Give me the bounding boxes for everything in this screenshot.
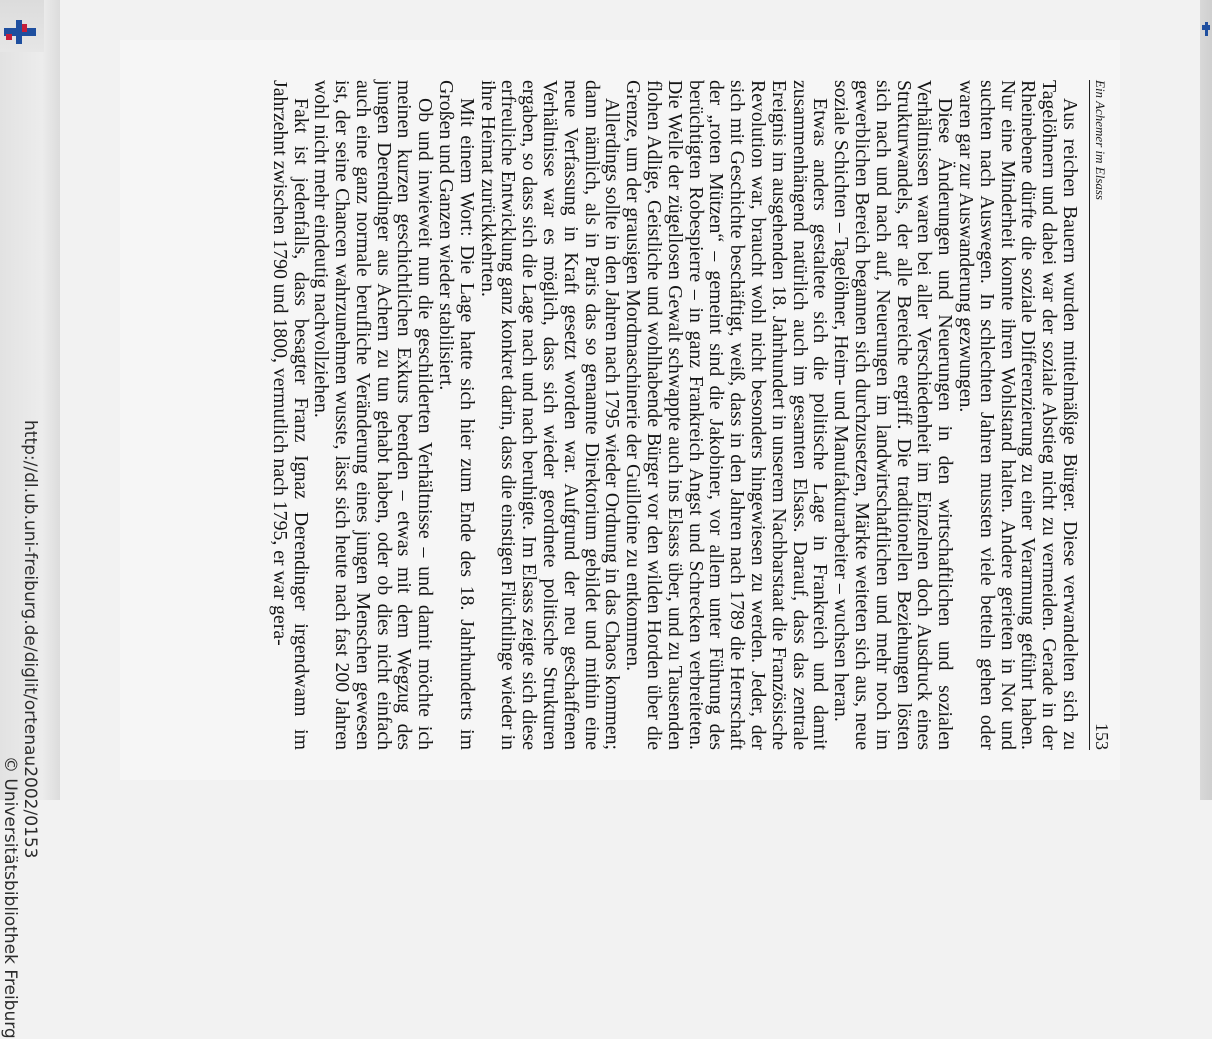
- page-content-rotated: [120, 40, 1120, 780]
- body-text: [269, 80, 1080, 750]
- source-url[interactable]: http://dl.ub.uni-freiburg.de/diglit/ortenau2002/0153: [20, 420, 40, 859]
- copyright-notice: © Universitätsbibliothek Freiburg: [0, 756, 20, 1039]
- paragraph: Fakt ist jedenfalls, dass besagter Franz Ignaz Derendinger irgendwann im Jahrzehnt zwischen 1790 und 1800, vermutlich nach 1795, er war gera-: [268, 80, 312, 750]
- library-logo-box: [0, 0, 44, 52]
- viewer-right-strip: [1200, 0, 1212, 800]
- viewer-left-strip: [0, 0, 60, 1039]
- paragraph: Mit einem Wort: Die Lage hatte sich hier zum Ende des 18. Jahrhunderts im Großen und Ganzen wieder stabilisiert.: [435, 80, 478, 750]
- paragraph: Allerdings sollte in den Jahren nach 1795 wieder Ordnung in das Chaos kommen; dann nämlich, als in Paris das so genannte Direktorium gebildet und mithin eine neue Verfassung in Kraft gesetzt worden war. Aufgrund der neu geschaffenen Verhältnisse war es möglich, dass sich wieder geordnete politische Strukturen ergaben, so dass sich die Lage nach und nach beruhigte. Im Elsass zeigte sich diese erfreuliche Entwicklung ganz konkret darin, dass die einstigen Flüchtlinge wieder in ihre Heimat zurückkehrten.: [476, 80, 624, 750]
- library-logo-icon-right: [1202, 22, 1210, 36]
- paragraph: Aus reichen Bauern wurden mittelmäßige Bürger. Diese verwandelten sich zu Tagelöhnern und dabei war der soziale Abstieg nicht zu vermeiden. Gerade in der Rheinebene dürfte die soziale Differenzierung zu einer Verarmung geführt haben. Nur eine Minderheit konnte ihren Wohlstand halten. Andere gerieten in Not und suchten nach Auswegen. In schlechten Jahren mussten viele betteln gehen oder waren gar zur Auswanderung gezwungen.: [955, 80, 1081, 750]
- paragraph: Ob und inwieweit nun die geschilderten Verhältnisse – und damit möchte ich meinen kurzen geschichtlichen Exkurs beenden – etwas mit dem Wegzug des jungen Derendinger aus Achern zu tun gehabt haben, oder ob dies nicht einfach auch eine ganz normale berufliche Veränderung eines jungen Menschen gewesen ist, der seine Chancen wahrzunehmen wusste, lässt sich heute nach fast 200 Jahren wohl nicht mehr eindeutig nachvollziehen.: [310, 80, 437, 750]
- library-logo-icon: [4, 20, 36, 44]
- paragraph: Etwas anders gestaltete sich die politische Lage in Frankreich und damit zusammenhängend natürlich auch im gesamten Elsass. Darauf, dass das zentrale Ereignis im ausgehenden 18. Jahrhundert in unserem Nachbarstaat die Französische Revolution war, braucht wohl nicht besonders hingewiesen zu werden. Jeder, der sich mit Geschichte beschäftigt, weiß, dass in den Jahren nach 1789 die Herrschaft der „roten Mützen“ – gemeint sind die Jakobiner, vor allem unter Führung des berüchtigten Robespierre – in ganz Frankreich Angst und Schrecken verbreiteten. Die Welle der zügellosen Gewalt schwappte auch ins Elsass über, und zu Tausenden flohen Adlige, Geistliche und wohlhabende Bürger vor den wilden Horden über die Grenze, um der grausigen Mordmaschinerie der Guillotine zu entkommen.: [622, 80, 832, 750]
- paragraph: Diese Änderungen und Neuerungen in den wirtschaftlichen und sozialen Verhältnissen waren bei aller Verschiedenheit im Einzelnen doch Ausdruck eines Strukturwandels, der alle Bereiche ergriff. Die traditionellen Beziehungen lösten sich nach und nach auf, Neuerungen im landwirtschaftlichen und mehr noch im gewerblichen Bereich begannen sich durchzusetzen, Märkte weiteten sich aus, neue soziale Schichten – Tagelöhner, Heim- und Manufakturarbeiter – wuchsen heran.: [830, 80, 957, 750]
- running-title: Ein Achemer im Elsass: [1093, 80, 1108, 200]
- page-number: 153: [1092, 723, 1112, 750]
- running-header: [1089, 80, 1112, 750]
- scanned-page: [120, 40, 1120, 780]
